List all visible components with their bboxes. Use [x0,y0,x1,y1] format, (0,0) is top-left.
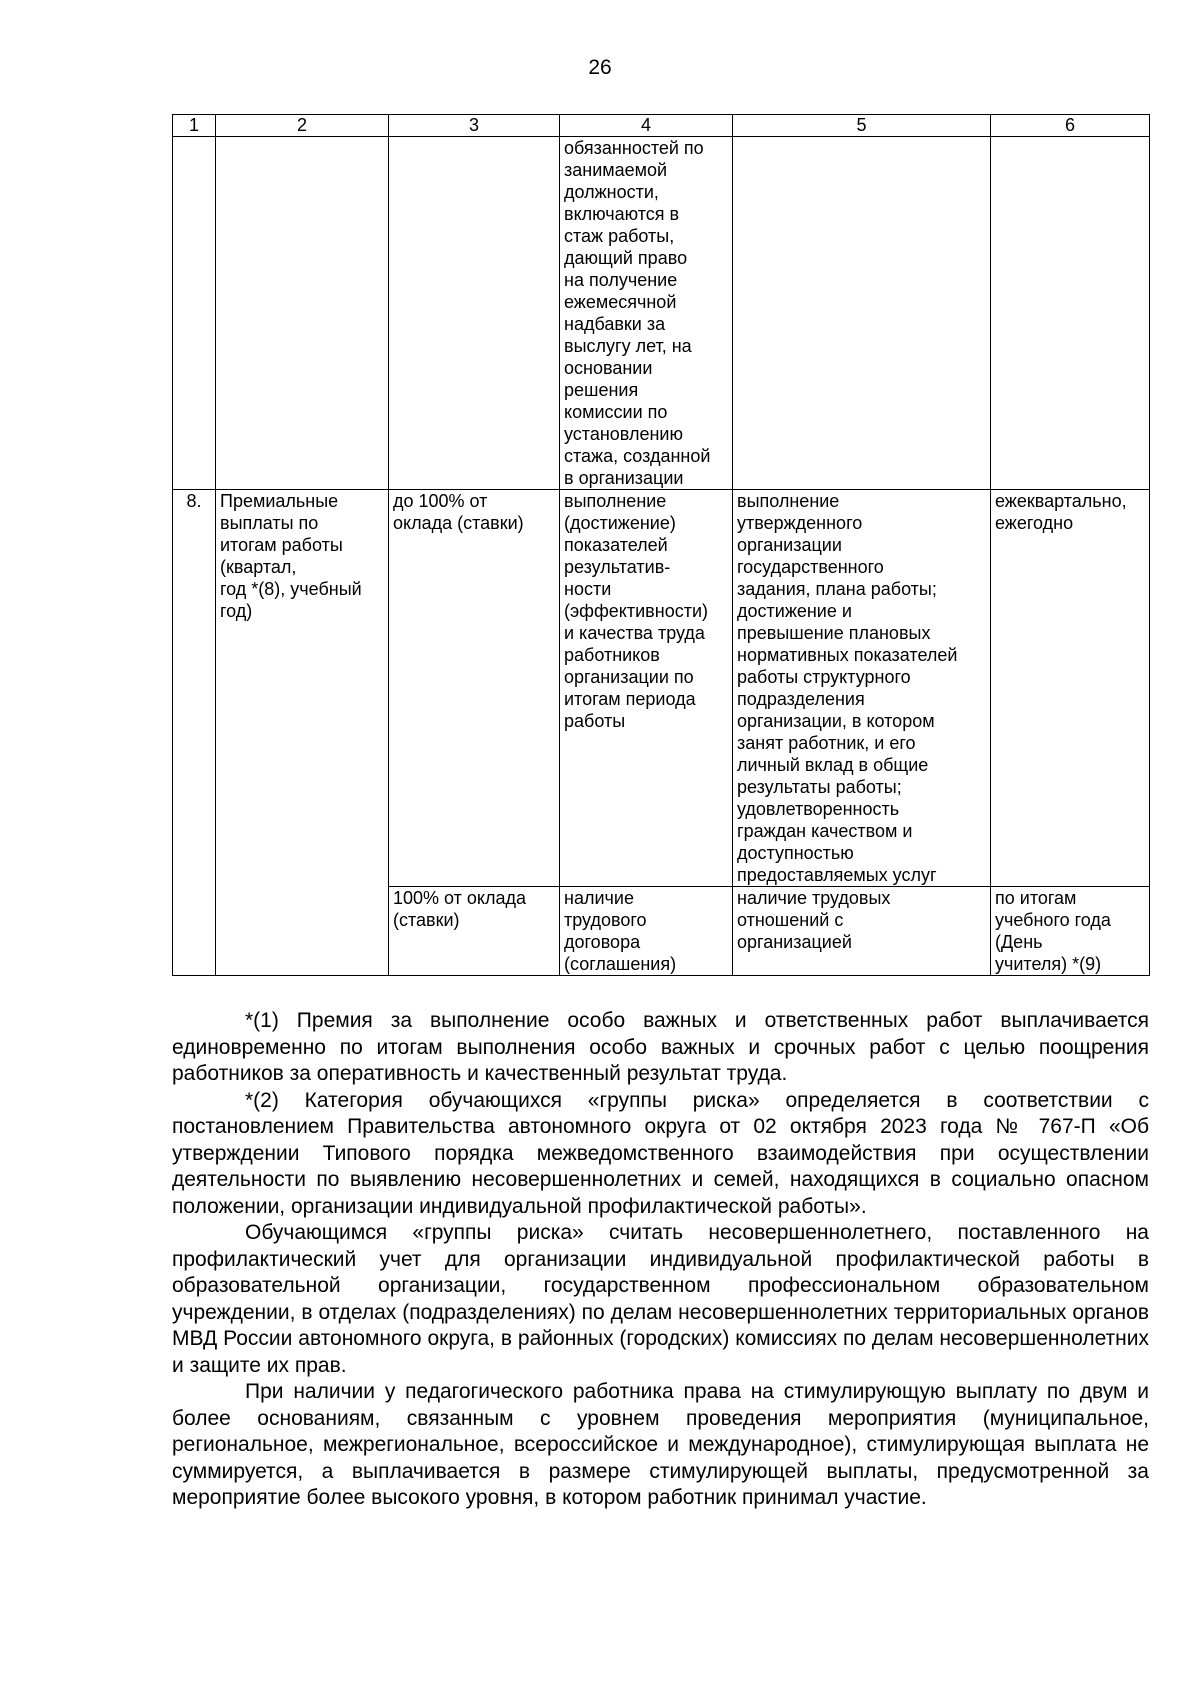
footnotes [172,1008,1149,1512]
payment-amount-cell: до 100% от оклада (ставки) [389,490,560,887]
footnote-paragraph: *(2) Категория обучающихся «группы риска» определяется в соответствии с постановлением Правительства автономного округа от 02 октября 2023 года № 767-П «Об утверждении Типового порядка межведомственного взаимодействия при осуществлении деятельности по выявлению несовершеннолетних и семей, находящихся в социально опасном положении, организации индивидуальной профилактической работы». [172,1088,1149,1218]
column-header: 4 [560,115,733,137]
payment-basis-cell: выполнение (достижение) показателей результатив- ности (эффективности) и качества труда работников организации по итогам периода работы [560,490,733,887]
column-header: 2 [216,115,389,137]
payment-basis-cell: наличие трудового договора (соглашения) [560,887,733,976]
table-cell [733,137,991,490]
payment-amount-cell: 100% от оклада (ставки) [389,887,560,976]
payments-table [172,114,1150,976]
continuation-basis-cell: обязанностей по занимаемой должности, включаются в стаж работы, дающий право на получение ежемесячной надбавки за выслугу лет, на основании решения комиссии по установлению стажа, созданной в организации [560,137,733,490]
table-row-continuation [173,137,1150,490]
column-header: 6 [991,115,1150,137]
row-number-cell: 8. [173,490,216,976]
table-cell [216,137,389,490]
payment-period-cell: ежеквартально, ежегодно [991,490,1150,887]
payment-criteria-cell: наличие трудовых отношений с организацией [733,887,991,976]
column-header: 1 [173,115,216,137]
table-cell [991,137,1150,490]
footnote-paragraph: Обучающимся «группы риска» считать несовершеннолетнего, поставленного на профилактический учет для организации индивидуальной профилактической работы в образовательной организации, государственном профессиональном образовательном учреждении, в отделах (подразделениях) по делам несовершеннолетних территориальных органов МВД России автономного округа, в районных (городских) комиссиях по делам несовершеннолетних и защите их прав. [172,1221,1149,1377]
payment-name-cell: Премиальные выплаты по итогам работы (квартал, год *(8), учебный год) [216,490,389,976]
table-cell [389,137,560,490]
table-row-8 [173,490,1150,887]
footnote-paragraph: *(1) Премия за выполнение особо важных и ответственных работ выплачивается единовременно по итогам выполнения особо важных и срочных работ с целью поощрения работников за оперативность и качественный результат труда. [172,1009,1149,1085]
page-number: 26 [588,56,612,79]
payment-period-cell: по итогам учебного года (День учителя) *(9) [991,887,1150,976]
column-header: 3 [389,115,560,137]
table-header-row [173,115,1150,137]
column-header: 5 [733,115,991,137]
table-cell [173,137,216,490]
payment-criteria-cell: выполнение утвержденного организации государственного задания, плана работы; достижение и превышение плановых нормативных показателей работы структурного подразделения организации, в котором занят работник, и его личный вклад в общие результаты работы; удовлетворенность граждан качеством и доступностью предоставляемых услуг [733,490,991,887]
footnote-paragraph: При наличии у педагогического работника права на стимулирующую выплату по двум и более основаниям, связанным с уровнем проведения мероприятия (муниципальное, региональное, межрегиональное, всероссийское и международное), стимулирующая выплата не суммируется, а выплачивается в размере стимулирующей выплаты, предусмотренной за мероприятие более высокого уровня, в котором работник принимал участие. [172,1380,1149,1509]
